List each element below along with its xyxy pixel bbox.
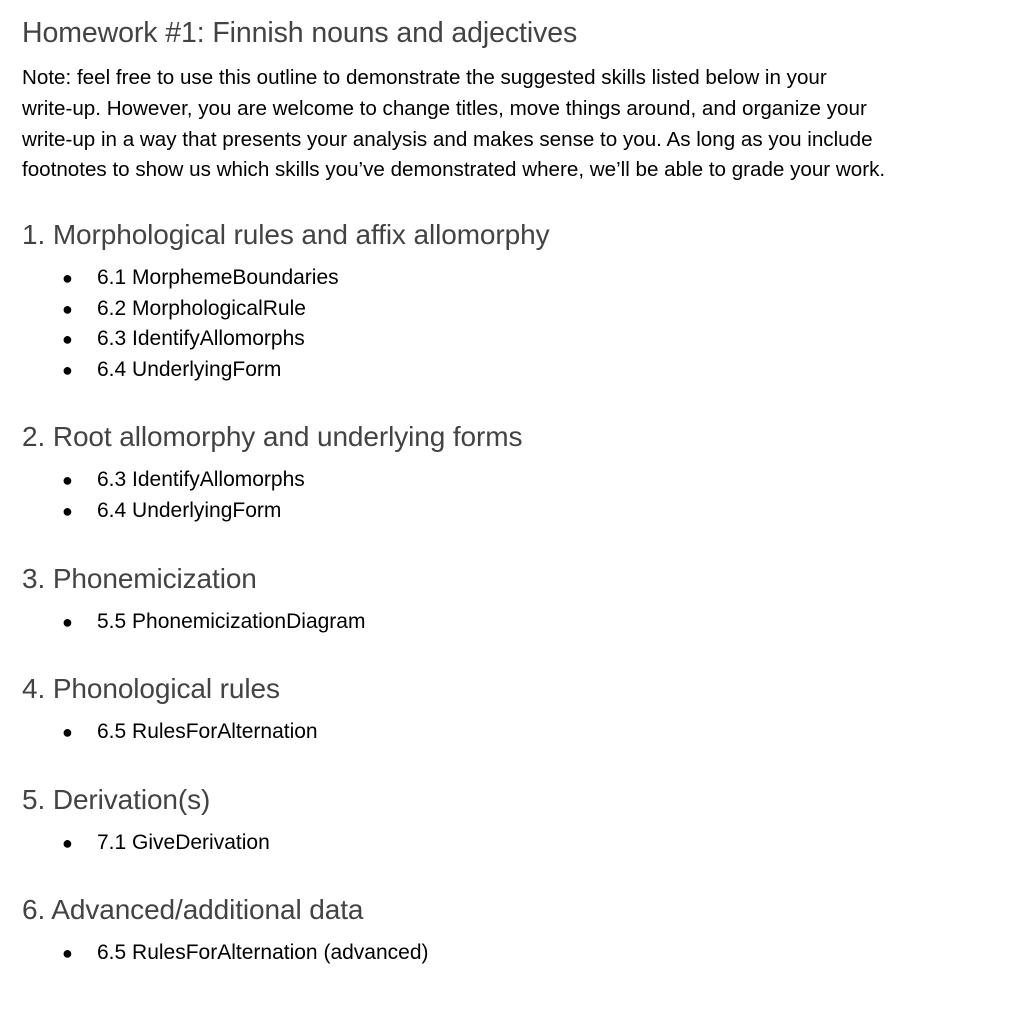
skill-item (22, 938, 1012, 969)
skill-label: 6.2 MorphologicalRule (97, 296, 306, 320)
document-title: Homework #1: Finnish nouns and adjectives (22, 17, 578, 49)
bullet-icon: ● (62, 359, 73, 380)
note-line: footnotes to show us which skills you’ve demonstrated where, we’ll be able to grade your work. (22, 158, 886, 182)
skill-list (22, 938, 1012, 969)
bullet-icon: ● (62, 329, 73, 350)
note-line: write-up in a way that presents your analysis and makes sense to you. As long as you include (22, 127, 873, 151)
section-heading: 6. Advanced/additional data (22, 894, 364, 926)
skill-list (22, 263, 1012, 385)
outline-sections (22, 218, 1012, 969)
bullet-icon: ● (62, 298, 73, 319)
bullet-icon: ● (62, 611, 73, 632)
skill-label: 6.1 MorphemeBoundaries (97, 266, 339, 289)
skill-label: 6.4 UnderlyingForm (97, 498, 282, 522)
skill-item (22, 828, 1012, 859)
skill-list (22, 607, 1012, 638)
note-line: write-up. However, you are welcome to change titles, move things around, and organize your (22, 96, 867, 120)
skill-label: 6.3 IdentifyAllomorphs (97, 468, 305, 492)
skill-item (22, 294, 1012, 325)
bullet-icon: ● (62, 268, 73, 288)
section-phonemicization (22, 562, 1012, 638)
section-advanced-data (22, 893, 1012, 969)
skill-item (22, 324, 1012, 355)
skill-item (22, 355, 1012, 386)
skill-item (22, 717, 1012, 748)
section-morphological-rules (22, 218, 1012, 385)
skill-list (22, 465, 1012, 526)
bullet-icon: ● (62, 832, 73, 853)
skill-label: 7.1 GiveDerivation (97, 830, 270, 854)
section-heading: 5. Derivation(s) (22, 783, 211, 815)
bullet-icon: ● (62, 943, 73, 964)
skill-item (22, 496, 1012, 527)
skill-item (22, 465, 1012, 496)
skill-item (22, 607, 1012, 638)
intro-note (22, 63, 1007, 186)
section-root-allomorphy (22, 420, 1012, 526)
section-heading: 4. Phonological rules (22, 673, 280, 705)
note-line: Note: feel free to use this outline to demonstrate the suggested skills listed below in your (22, 66, 827, 89)
section-heading: 2. Root allomorphy and underlying forms (22, 421, 523, 453)
skill-item (22, 263, 1012, 294)
bullet-icon: ● (62, 500, 73, 521)
skill-label: 6.5 RulesForAlternation (advanced) (97, 941, 429, 965)
skill-label: 5.5 PhonemicizationDiagram (97, 609, 366, 633)
skill-list (22, 717, 1012, 748)
section-derivations (22, 783, 1012, 859)
skill-label: 6.5 RulesForAlternation (97, 720, 318, 744)
skill-list (22, 828, 1012, 859)
skill-label: 6.4 UnderlyingForm (97, 357, 282, 381)
section-heading: 3. Phonemicization (22, 562, 257, 594)
bullet-icon: ● (62, 722, 73, 743)
section-phonological-rules (22, 672, 1012, 748)
section-heading: 1. Morphological rules and affix allomorphy (22, 219, 550, 250)
bullet-icon: ● (62, 470, 73, 491)
skill-label: 6.3 IdentifyAllomorphs (97, 327, 305, 351)
